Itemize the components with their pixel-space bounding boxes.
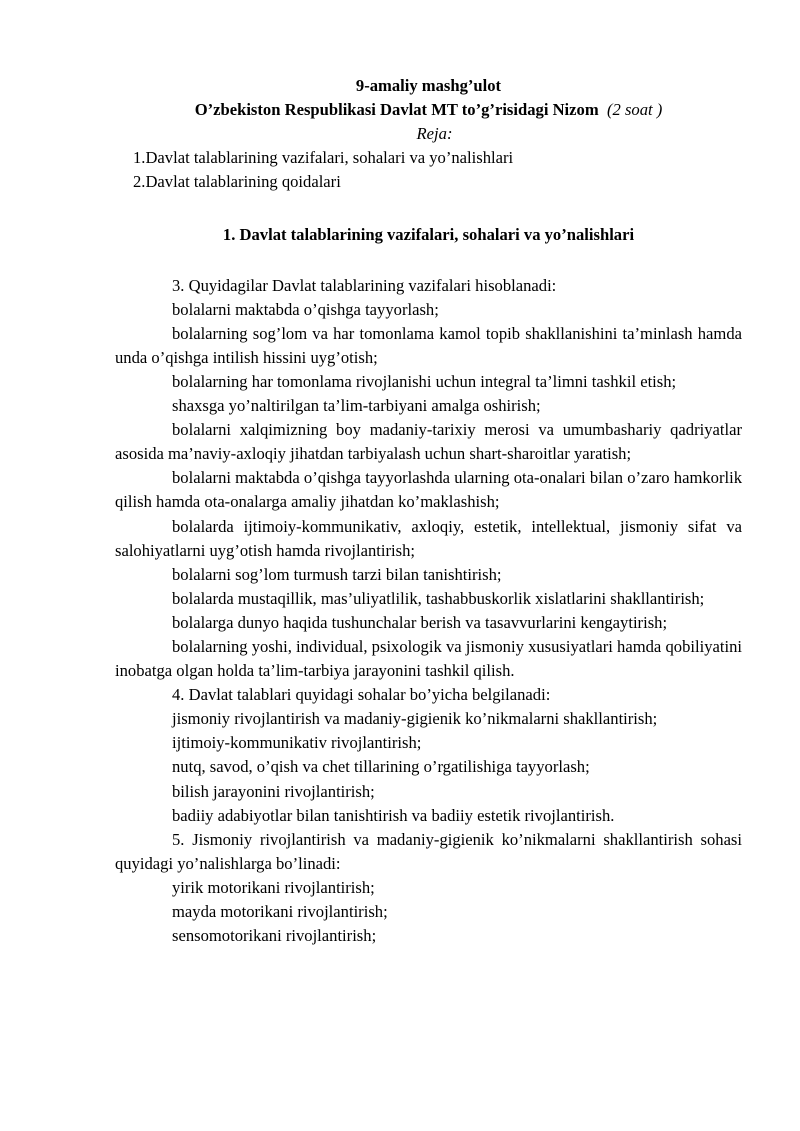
document-subtitle: O’zbekiston Respublikasi Davlat MT to’g’risidagi Nizom [194,100,599,120]
paragraph: bolalarda ijtimoiy-kommunikativ, axloqiy, estetik, intellektual, jismoniy sifat va salohiyatlarni uyg’otish hamda rivojlantirish; [115,516,742,560]
paragraph: shaxsga yo’naltirilgan ta’lim-tarbiyani amalga oshirish; [172,396,541,416]
paragraph: bolalarni maktabda o’qishga tayyorlash; [172,299,439,319]
paragraph: jismoniy rivojlantirish va madaniy-gigienik ko’nikmalarni shakllantirish; [172,709,658,729]
paragraph: 3. Quyidagilar Davlat talablarining vazifalari hisoblanadi: [172,275,557,295]
plan-label: Reja: [416,124,453,144]
paragraph: yirik motorikani rivojlantirish; [172,877,375,897]
plan-list [115,146,742,194]
paragraph: nutq, savod, o’qish va chet tillarining o’rgatilishiga tayyorlash; [172,757,590,777]
paragraph: bolalarni maktabda o’qishga tayyorlashda ularning ota-onalari bilan o’zaro hamkorlik qilish hamda ota-onalarga amaliy jihatdan ko’maklashish; [115,468,742,512]
document-subtitle-hours: (2 soat ) [606,100,663,120]
paragraph: bolalarning yoshi, individual, psixologik va jismoniy xususiyatlari hamda qobiliyatini inobatga olgan holda ta’lim-tarbiya jarayonini tashkil qilish. [115,636,742,681]
paragraph: mayda motorikani rivojlantirish; [172,902,388,921]
paragraph: sensomotorikani rivojlantirish; [172,926,377,946]
plan-item: 1.Davlat talablarining vazifalari, sohalari va yo’nalishlari [133,148,514,168]
paragraph: bolalarning har tomonlama rivojlanishi uchun integral ta’limni tashkil etish; [172,371,677,391]
paragraph: badiiy adabiyotlar bilan tanishtirish va badiiy estetik rivojlantirish. [172,805,615,825]
paragraph: ijtimoiy-kommunikativ rivojlantirish; [172,733,422,753]
paragraph: bolalarda mustaqillik, mas’uliyatlilik, tashabbuskorlik xislatlarini shakllantirish; [172,588,705,608]
document-subtitle-line [115,98,742,122]
body-text [115,274,742,949]
paragraph: 4. Davlat talablari quyidagi sohalar bo’yicha belgilanadi: [172,685,551,705]
paragraph: bolalarning sog’lom va har tomonlama kamol topib shakllanishini ta’minlash hamda unda o’qishga intilish hissini uyg’otish; [115,323,742,367]
document-page [115,74,742,948]
section-heading: 1. Davlat talablarining vazifalari, sohalari va yo’nalishlari [222,225,635,245]
paragraph: bolalarni sog’lom turmush tarzi bilan tanishtirish; [172,564,502,584]
plan-item: 2.Davlat talablarining qoidalari [133,172,341,192]
paragraph: bolalarga dunyo haqida tushunchalar berish va tasavvurlarini kengaytirish; [172,612,668,632]
paragraph: bilish jarayonini rivojlantirish; [172,781,375,801]
paragraph: bolalarni xalqimizning boy madaniy-tarixiy merosi va umumbashariy qadriyatlar asosida ma’naviy-axloqiy jihatdan tarbiyalash uchun shart-sharoitlar yaratish; [115,420,742,464]
document-title: 9-amaliy mashg’ulot [355,76,502,95]
paragraph: 5. Jismoniy rivojlantirish va madaniy-gigienik ko’nikmalarni shakllantirish sohasi quyidagi yo’nalishlarga bo’linadi: [115,829,742,873]
